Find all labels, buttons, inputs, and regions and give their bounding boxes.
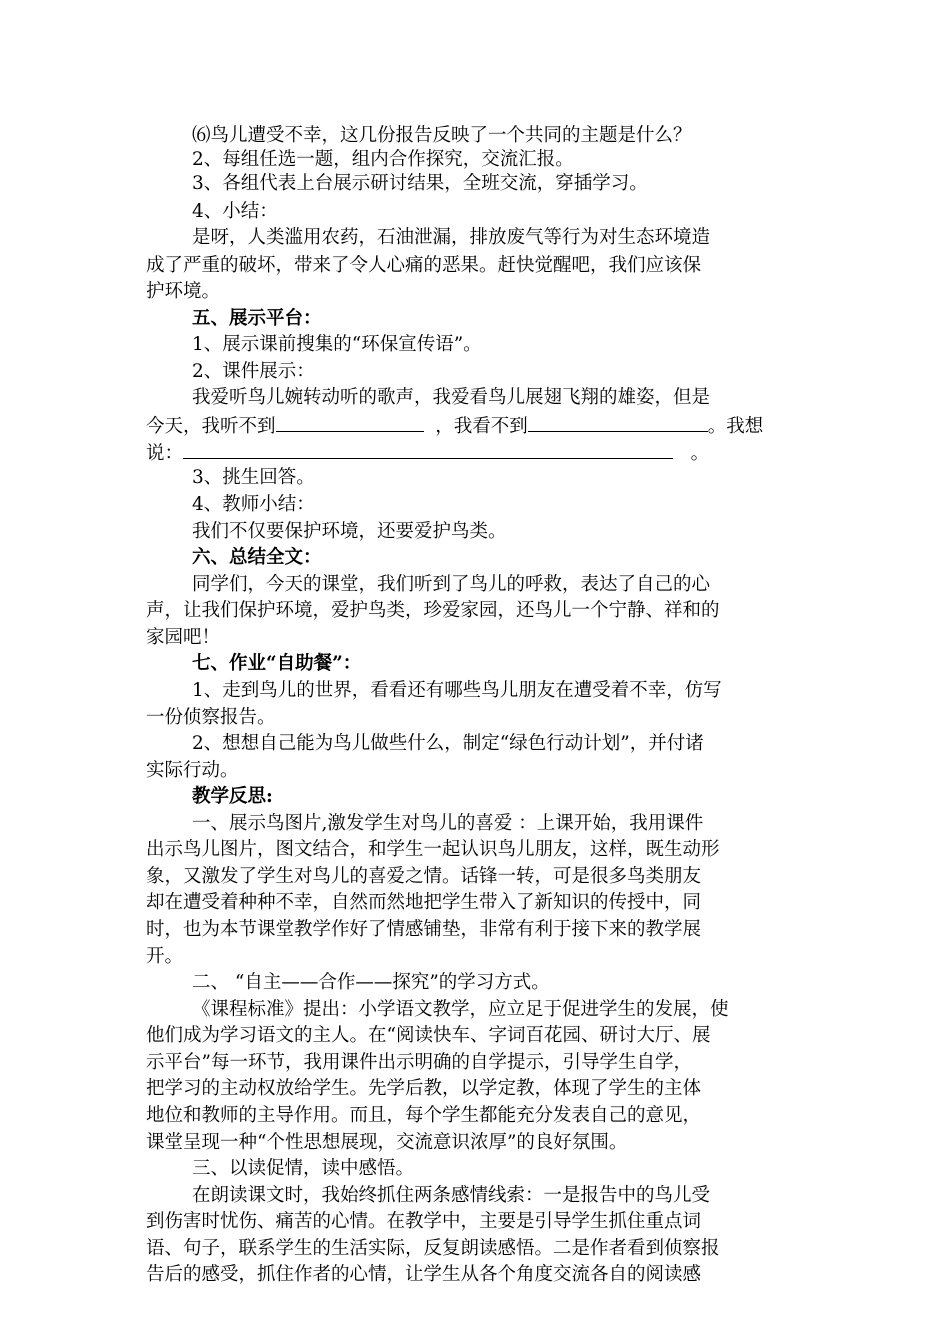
- text-line: 4、教师小结：: [192, 494, 315, 515]
- text-line: 1、走到鸟儿的世界，看看还有哪些鸟儿朋友在遭受着不幸，仿写: [192, 680, 722, 701]
- text-segment: 。: [690, 443, 710, 464]
- text-line: 1、展示课前搜集的“环保宣传语”。: [192, 334, 482, 355]
- text-line: ⑹鸟儿遭受不幸，这几份报告反映了一个共同的主题是什么？: [192, 125, 692, 146]
- section-heading: 教学反思:: [192, 786, 273, 807]
- answer-blank[interactable]: [528, 413, 708, 432]
- text-line: 语、句子，联系学生的生活实际，反复朗读感悟。二是作者看到侦察报: [146, 1238, 720, 1259]
- text-line: 课堂呈现一种“个性思想展现，交流意识浓厚”的良好氛围。: [146, 1132, 628, 1153]
- text-line: 4、小结：: [192, 201, 278, 222]
- text-line: 象，又激发了学生对鸟儿的喜爱之情。话锋一转，可是很多鸟类朋友: [146, 866, 702, 887]
- text-line: 2、课件展示：: [192, 361, 315, 382]
- text-line: 成了严重的破坏，带来了令人心痛的恶果。赶快觉醒吧，我们应该保: [146, 255, 702, 276]
- text-line: 三、以读促情，读中感悟。: [192, 1158, 415, 1179]
- text-line: 二、 “自主——合作——探究”的学习方式。: [192, 972, 550, 993]
- text-line: 示平台”每一环节，我用课件出示明确的自学提示，引导学生自学，: [146, 1052, 692, 1073]
- text-line: 3、各组代表上台展示研讨结果，全班交流，穿插学习。: [192, 173, 648, 194]
- text-line: 他们成为学习语文的主人。在“阅读快车、字词百花园、研讨大厅、展: [146, 1025, 711, 1046]
- answer-blank[interactable]: [276, 413, 424, 432]
- section-heading: 五、展示平台：: [192, 308, 322, 329]
- text-line: 实际行动。: [146, 760, 239, 781]
- text-line: 声，让我们保护环境，爱护鸟类，珍爱家园，还鸟儿一个宁静、祥和的: [146, 600, 720, 621]
- text-line: 把学习的主动权放给学生。先学后教，以学定教，体现了学生的主体: [146, 1078, 702, 1099]
- text-line: 开。: [146, 946, 184, 967]
- text-line: 一、展示鸟图片,激发学生对鸟儿的喜爱 ：上课开始，我用课件: [192, 813, 704, 834]
- text-line: 3、挑生回答。: [192, 467, 315, 488]
- text-line: 同学们，今天的课堂，我们听到了鸟儿的呼救，表达了自己的心: [192, 574, 711, 595]
- text-line: 到伤害时忧伤、痛苦的心情。在教学中，主要是引导学生抓住重点词: [146, 1211, 702, 1232]
- text-segment: ，我看不到: [435, 416, 528, 437]
- text-line: 出示鸟儿图片，图文结合，和学生一起认识鸟儿朋友，这样，既生动形: [146, 839, 720, 860]
- text-segment: 今天，我听不到: [146, 416, 276, 437]
- section-heading: 七、作业“自助餐”：: [192, 653, 362, 674]
- fill-in-line: [146, 440, 709, 464]
- answer-blank[interactable]: [183, 440, 673, 459]
- text-line: 是呀，人类滥用农药，石油泄漏，排放废气等行为对生态环境造: [192, 227, 711, 248]
- text-line: 家园吧！: [146, 627, 221, 648]
- section-heading: 六、总结全文：: [192, 547, 322, 568]
- text-line: 一份侦察报告。: [146, 707, 276, 728]
- text-line: 时，也为本节课堂教学作好了情感铺垫，非常有利于接下来的教学展: [146, 919, 702, 940]
- text-line: 却在遭受着种种不幸，自然而然地把学生带入了新知识的传授中，同: [146, 892, 702, 913]
- text-line: 告后的感受，抓住作者的心情，让学生从各个角度交流各自的阅读感: [146, 1264, 702, 1285]
- text-line: 护环境。: [146, 281, 221, 302]
- text-line: 2、想想自己能为鸟儿做些什么，制定“绿色行动计划”，并付诸: [192, 733, 704, 754]
- fill-in-line: [146, 413, 763, 437]
- text-line: 我爱听鸟儿婉转动听的歌声，我爱看鸟儿展翅飞翔的雄姿，但是: [192, 387, 711, 408]
- text-line: 2、每组任选一题，组内合作探究，交流汇报。: [192, 149, 574, 170]
- text-line: 我们不仅要保护环境，还要爱护鸟类。: [192, 521, 507, 542]
- text-segment: 说：: [146, 443, 184, 464]
- text-line: 《课程标准》提出：小学语文教学，应立足于促进学生的发展，使: [192, 999, 729, 1020]
- text-segment: 。我想: [707, 416, 764, 437]
- text-line: 在朗读课文时，我始终抓住两条感情线索：一是报告中的鸟儿受: [192, 1185, 711, 1206]
- text-line: 地位和教师的主导作用。而且，每个学生都能充分发表自己的意见，: [146, 1105, 702, 1126]
